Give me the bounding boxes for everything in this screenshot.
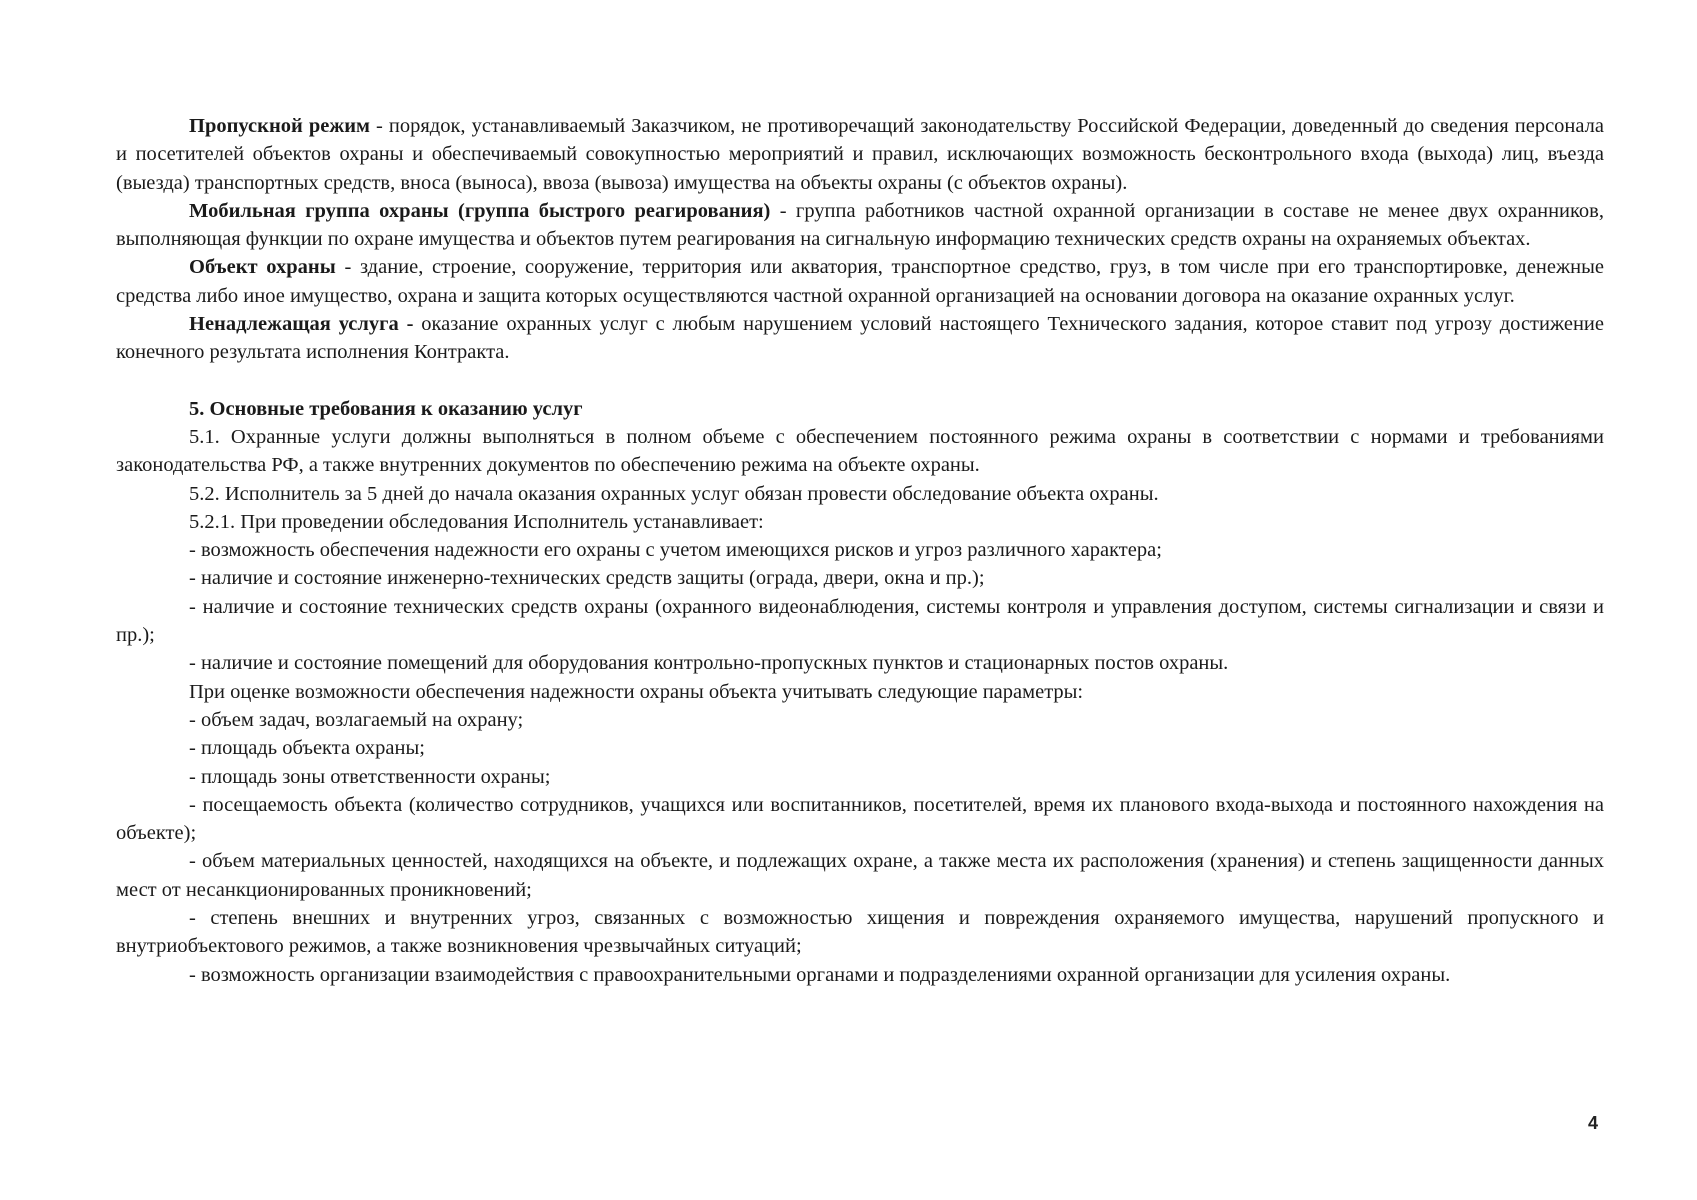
definition-text: оказание охранных услуг с любым нарушением условий настоящего Технического задания, которое ставит под угрозу достижение конечного результата исполнения Контракта. — [116, 313, 1604, 364]
list-item: - площадь зоны ответственности охраны; — [189, 765, 551, 788]
page-number: 4 — [1587, 1113, 1598, 1133]
definition-term: Пропускной режим — [189, 115, 370, 137]
list-item: - посещаемость объекта (количество сотрудников, учащихся или воспитанников, посетителей, время их планового входа-выхода и постоянного нахождения на объекте); — [116, 793, 1604, 845]
list-item: - возможность обеспечения надежности его охраны с учетом имеющихся рисков и угроз различного характера; — [189, 539, 1162, 562]
list-item: - объем задач, возлагаемый на охрану; — [189, 708, 524, 731]
list-item: - наличие и состояние технических средств охраны (охранного видеонаблюдения, системы контроля и управления доступом, системы сигнализации и связи и пр.); — [116, 595, 1604, 647]
section-paragraph: 5.1. Охранные услуги должны выполняться в полном объеме с обеспечением постоянного режима охраны в соответствии с нормами и требованиями законодательства РФ, а также внутренних документов по обеспечению режима на объекте охраны. — [116, 425, 1604, 477]
section-paragraph: 5.2.1. При проведении обследования Исполнитель устанавливает: — [189, 510, 764, 533]
definition-term: Мобильная группа охраны (группа быстрого реагирования) — [189, 199, 771, 222]
definition-text: - группа работников частной охранной организации в составе не менее двух охранников, выполняющая функции по охране имущества и объектов путем реагирования на сигнальную информацию технических средств охраны на охраняемых объектах. — [116, 199, 1604, 251]
list-item: - возможность организации взаимодействия с правоохранительными органами и подразделениями охранной организации для усиления охраны. — [189, 963, 1451, 986]
definition-paragraph — [116, 253, 1604, 310]
document-body — [116, 112, 1604, 989]
definition-term: Объект охраны — [189, 256, 336, 279]
section-heading: 5. Основные требования к оказанию услуг — [189, 397, 583, 420]
definition-paragraph — [116, 112, 1604, 197]
list-item: - объем материальных ценностей, находящихся на объекте, и подлежащих охране, а также места их расположения (хранения) и степень защищенности данных мест от несанкционированных проникновений; — [116, 850, 1604, 901]
definition-text: - здание, строение, сооружение, территория или акватория, транспортное средство, груз, в том числе при его транспортировке, денежные средства либо иное имущество, охрана и защита которых осуществляются частной охранной организацией на основании договора на оказание охранных услуг. — [116, 256, 1605, 307]
list-item: - наличие и состояние помещений для оборудования контрольно-пропускных пунктов и стационарных постов охраны. — [189, 652, 1229, 675]
list-item: - наличие и состояние инженерно-технических средств защиты (ограда, двери, окна и пр.); — [189, 567, 985, 590]
definition-paragraph — [116, 197, 1604, 254]
section-paragraph: 5.2. Исполнитель за 5 дней до начала оказания охранных услуг обязан провести обследование объекта охраны. — [189, 482, 1159, 505]
definition-text: - порядок, устанавливаемый Заказчиком, не противоречащий законодательству Российской Федерации, доведенный до сведения персонала и посетителей объектов охраны и обеспечиваемый совокупностью мероприятий и правил, исключающих возможность бесконтрольного входа (выхода) лиц, въезда (выезда) транспортных средств, вноса (выноса), ввоза (вывоза) имущества на объекты охраны (с объектов охраны). — [116, 115, 1605, 194]
section-paragraph: При оценке возможности обеспечения надежности охраны объекта учитывать следующие параметры: — [189, 680, 1084, 703]
definition-term: Ненадлежащая услуга - — [189, 313, 414, 336]
list-item: - степень внешних и внутренних угроз, связанных с возможностью хищения и повреждения охраняемого имущества, нарушений пропускного и внутриобъектового режимов, а также возникновения чрезвычайных ситуаций; — [116, 907, 1604, 958]
list-item: - площадь объекта охраны; — [189, 737, 425, 760]
definition-paragraph — [116, 310, 1604, 367]
